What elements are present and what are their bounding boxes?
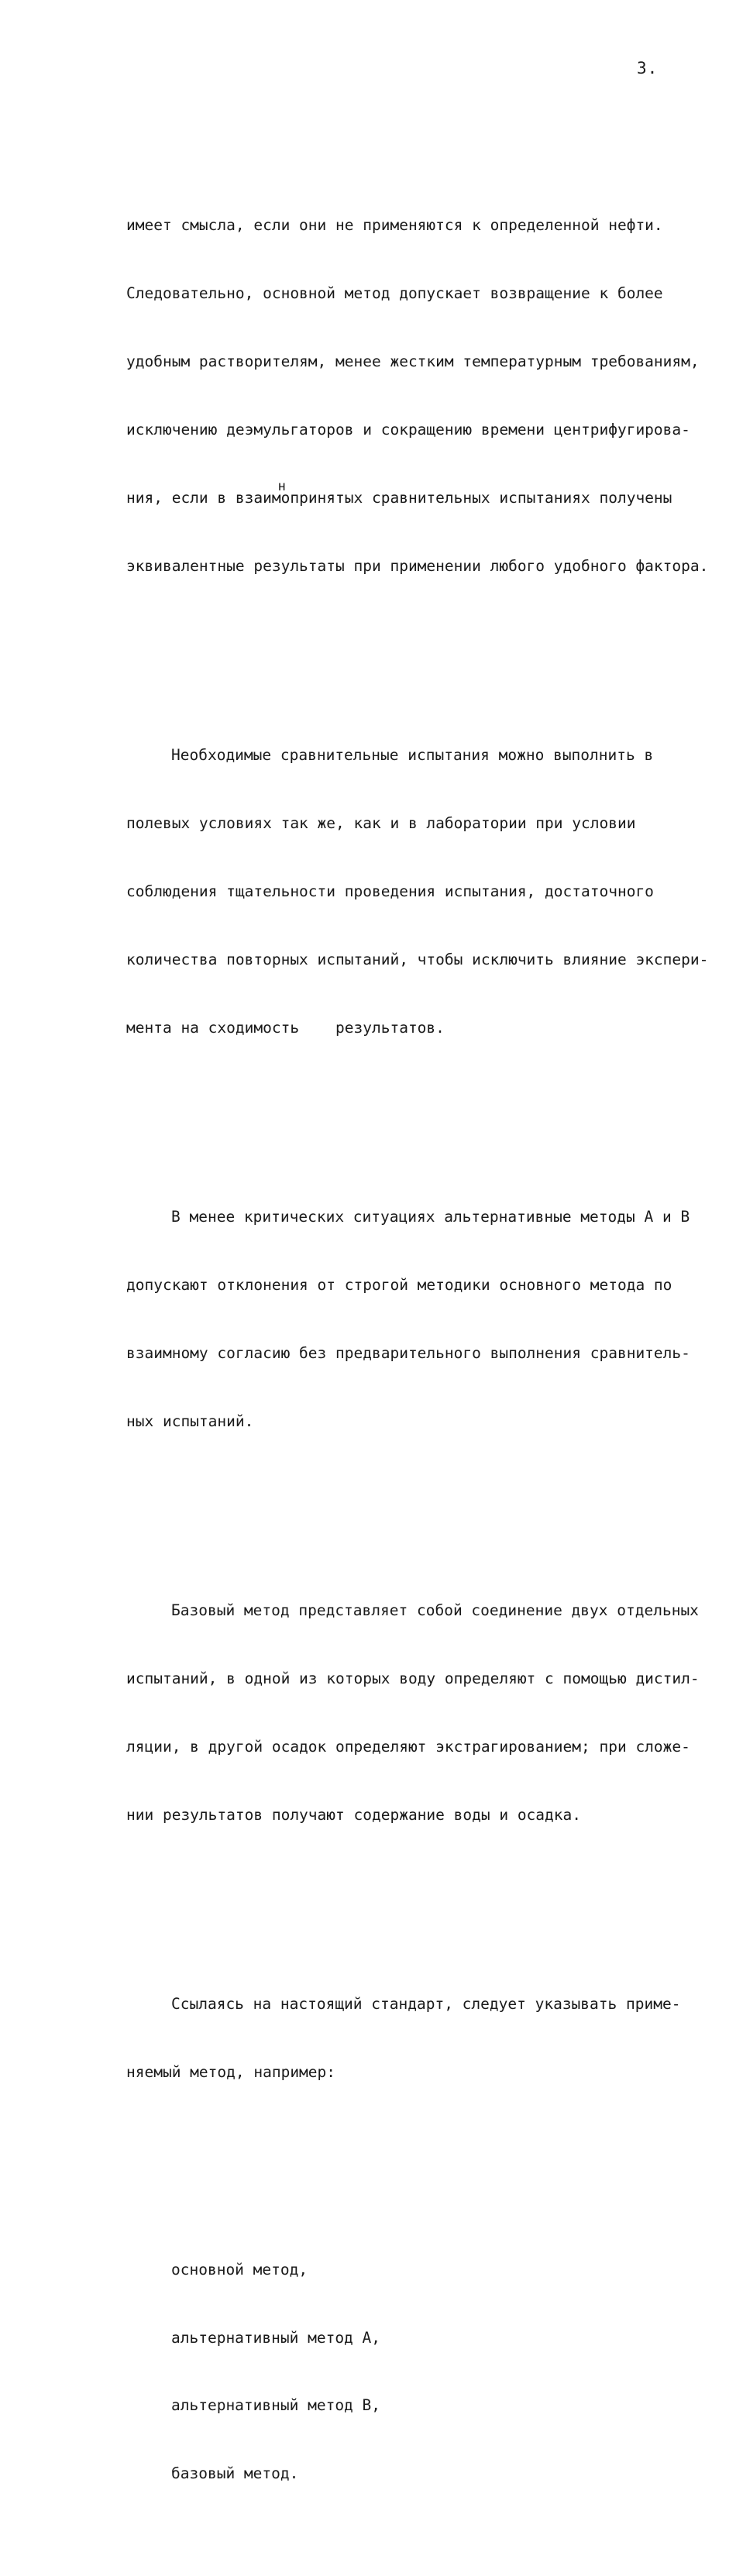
text-line: ных испытаний. [126, 1412, 254, 1430]
methods-list [126, 2213, 723, 2530]
paragraph-5 [126, 1948, 723, 2129]
text-line: испытаний, в одной из которых воду определяют с помощью дистил- [126, 1670, 700, 1688]
text-line: допускают отклонения от строгой методики основного метода по [126, 1276, 672, 1295]
list-item: альтернативный метод В, [171, 2396, 381, 2415]
paragraph-1 [126, 169, 723, 623]
text-line: взаимному согласию без предварительного выполнения сравнитель- [126, 1344, 690, 1363]
paragraph-4 [126, 1554, 723, 1872]
text-line: мента на сходимость результатов. [126, 1018, 445, 1037]
text-line: соблюдения тщательности проведения испытания, достаточного [126, 882, 654, 901]
text-line: имеет смысла, если они не применяются к определенной нефти. [126, 216, 663, 235]
list-item: базовый метод. [171, 2464, 299, 2483]
list-item: основной метод, [171, 2260, 308, 2279]
text-line: исключению деэмульгаторов и сокращению времени центрифугирова- [126, 421, 690, 439]
text-line: ляции, в другой осадок определяют экстрагированием; при сложе- [126, 1738, 690, 1756]
text-line: количества повторных испытаний, чтобы исключить влияние экспери- [126, 950, 709, 968]
text-line: полевых условиях так же, как и в лаборатории при условии [126, 814, 636, 833]
text-fragment: опринятых сравнительных испытаниях получены [280, 489, 672, 507]
text-line: В менее критических ситуациях альтернативные методы А и В [171, 1208, 690, 1226]
text-line: Ссылаясь на настоящий стандарт, следует указывать приме- [171, 1995, 681, 2014]
page-number: 3. [637, 59, 659, 77]
list-item: альтернативный метод А, [171, 2328, 381, 2347]
paragraph-2 [126, 699, 723, 1085]
text-line: Базовый метод представляет собой соединение двух отдельных [171, 1601, 699, 1620]
text-line-with-insertion [126, 479, 723, 509]
document-body [126, 101, 723, 2576]
text-line: няемый метод, например: [126, 2063, 336, 2082]
text-line: удобным растворителям, менее жестким температурным требованиям, [126, 353, 700, 371]
text-line: нии результатов получают содержание воды и осадка. [126, 1805, 581, 1824]
inserted-letter: н [277, 479, 286, 495]
paragraph-3 [126, 1161, 723, 1478]
text-line: Следовательно, основной метод допускает возвращение к более [126, 284, 663, 303]
text-line: эквивалентные результаты при применении любого удобного фактора. [126, 556, 709, 575]
text-line: Необходимые сравнительные испытания можно выполнить в [171, 746, 654, 765]
text-fragment: ния, если в взаим [126, 489, 281, 507]
